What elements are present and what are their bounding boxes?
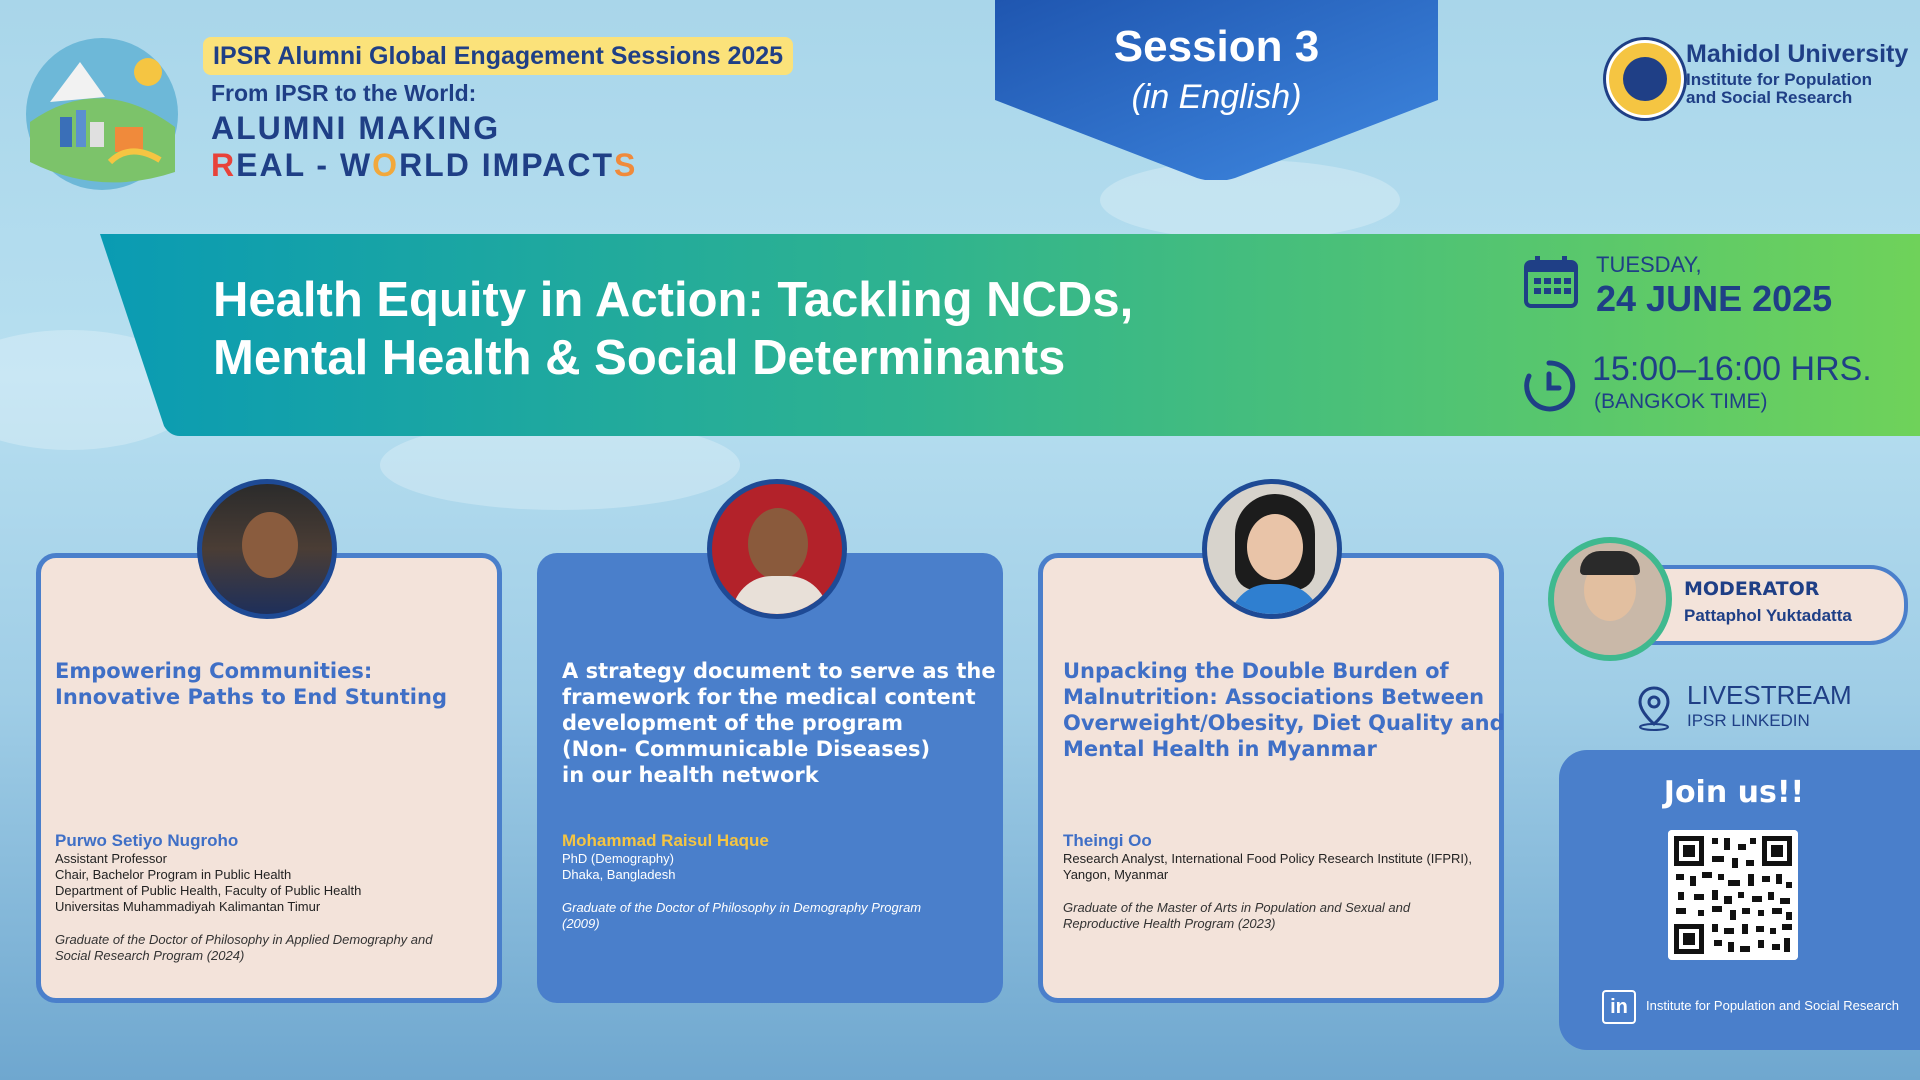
- speaker-photo: [1202, 479, 1342, 619]
- linkedin-icon[interactable]: in: [1602, 990, 1636, 1024]
- session-title: Session 3: [1113, 22, 1320, 71]
- event-timezone: (BANGKOK TIME): [1594, 390, 1768, 413]
- session-topic-line2: Mental Health & Social Determinants: [213, 331, 1066, 385]
- institute-name-line1: Institute for Population: [1686, 70, 1873, 89]
- moderator-name: Pattaphol Yuktadatta: [1684, 606, 1852, 625]
- speaker-affiliation: Research Analyst, International Food Policy Research Institute (IFPRI), Yangon, Myanmar: [1063, 851, 1472, 882]
- event-day: TUESDAY,: [1596, 252, 1702, 277]
- speaker-affiliation: PhD (Demography) Dhaka, Bangladesh: [562, 851, 676, 882]
- event-subheading: From IPSR to the World:: [211, 80, 477, 106]
- mahidol-seal-icon: [1606, 40, 1684, 118]
- session-topic-line1: Health Equity in Action: Tackling NCDs,: [213, 273, 1134, 327]
- event-time: 15:00–16:00 HRS.: [1592, 350, 1872, 388]
- event-logo-illustration: [20, 32, 180, 192]
- linkedin-page-link[interactable]: Institute for Population and Social Research: [1646, 998, 1899, 1013]
- speaker-graduate-program: Graduate of the Master of Arts in Population and Sexual and Reproductive Health Program (2023): [1063, 900, 1411, 931]
- livestream-label: LIVESTREAM: [1687, 680, 1852, 710]
- livestream-platform: IPSR LINKEDIN: [1687, 711, 1810, 730]
- talk-title: Empowering Communities: Innovative Paths to End Stunting: [55, 659, 447, 709]
- session-language: (in English): [1131, 78, 1302, 116]
- speaker-photo: [197, 479, 337, 619]
- moderator-label: MODERATOR: [1684, 578, 1820, 600]
- speaker-name: Theingi Oo: [1063, 831, 1152, 850]
- event-headline-line2: REAL - WORLD IMPACTS: [211, 147, 638, 183]
- speaker-card: [1038, 553, 1504, 1003]
- speaker-name: Mohammad Raisul Haque: [562, 831, 769, 850]
- location-pin-icon: [1636, 684, 1672, 732]
- join-heading: Join us!!: [1663, 775, 1805, 810]
- speaker-photo: [707, 479, 847, 619]
- calendar-icon: [1523, 254, 1579, 310]
- event-headline-line1: ALUMNI MAKING: [211, 110, 501, 146]
- talk-title: Unpacking the Double Burden of Malnutrition: Associations Between Overweight/Obesity, Diet Quality and Mental Health in Myanmar: [1063, 659, 1505, 761]
- speaker-affiliation: Assistant Professor Chair, Bachelor Program in Public Health Department of Public Health, Faculty of Public Health Universitas Muhammadiyah Kalimantan Timur: [55, 851, 362, 914]
- talk-title: A strategy document to serve as the framework for the medical content development of the program (Non- Communicable Diseases) in our health network: [562, 659, 996, 787]
- institute-name-line2: and Social Research: [1686, 88, 1853, 107]
- speaker-graduate-program: Graduate of the Doctor of Philosophy in Demography Program (2009): [562, 900, 922, 931]
- clock-icon: [1521, 358, 1577, 414]
- moderator-photo: [1548, 537, 1672, 661]
- qr-code[interactable]: [1668, 830, 1798, 960]
- university-name: Mahidol University: [1686, 40, 1909, 68]
- event-date: 24 JUNE 2025: [1596, 278, 1833, 319]
- speaker-graduate-program: Graduate of the Doctor of Philosophy in Applied Demography and Social Research Program (2024): [55, 932, 433, 963]
- speaker-name: Purwo Setiyo Nugroho: [55, 831, 239, 850]
- event-series-label: IPSR Alumni Global Engagement Sessions 2025: [203, 37, 793, 75]
